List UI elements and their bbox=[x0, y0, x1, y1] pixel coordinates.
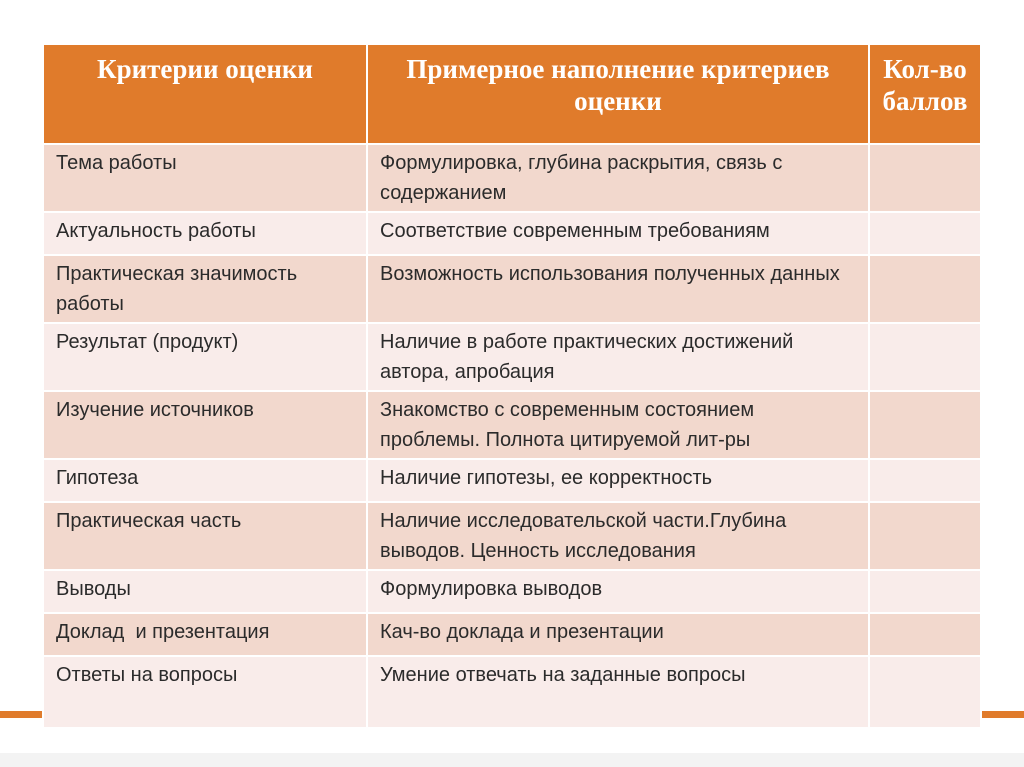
table-row bbox=[43, 391, 981, 459]
score-cell bbox=[869, 144, 981, 212]
accent-band-left bbox=[0, 711, 44, 718]
table-row bbox=[43, 613, 981, 656]
header-row bbox=[43, 44, 981, 144]
score-cell bbox=[869, 459, 981, 502]
criterion-cell: Ответы на вопросы bbox=[43, 656, 367, 728]
criterion-cell: Практическая часть bbox=[43, 502, 367, 570]
bottom-shade bbox=[0, 753, 1024, 767]
criterion-cell: Выводы bbox=[43, 570, 367, 613]
content-cell: Знакомство с современным состоянием проблемы. Полнота цитируемой лит-ры bbox=[367, 391, 869, 459]
criterion-cell: Гипотеза bbox=[43, 459, 367, 502]
score-cell bbox=[869, 656, 981, 728]
content-cell: Формулировка, глубина раскрытия, связь с содержанием bbox=[367, 144, 869, 212]
header-content: Примерное наполнение критериев оценки bbox=[367, 44, 869, 144]
content-cell: Наличие в работе практических достижений автора, апробация bbox=[367, 323, 869, 391]
content-cell: Формулировка выводов bbox=[367, 570, 869, 613]
table-row bbox=[43, 212, 981, 255]
score-cell bbox=[869, 502, 981, 570]
table-row bbox=[43, 323, 981, 391]
criterion-cell: Практическая значимость работы bbox=[43, 255, 367, 323]
score-cell bbox=[869, 212, 981, 255]
header-criteria: Критерии оценки bbox=[43, 44, 367, 144]
score-cell bbox=[869, 255, 981, 323]
table-row bbox=[43, 255, 981, 323]
table-row bbox=[43, 656, 981, 728]
score-cell bbox=[869, 570, 981, 613]
content-cell: Соответствие современным требованиям bbox=[367, 212, 869, 255]
content-cell: Возможность использования полученных данных bbox=[367, 255, 869, 323]
criteria-table bbox=[42, 43, 982, 729]
content-cell: Кач-во доклада и презентации bbox=[367, 613, 869, 656]
table-row bbox=[43, 502, 981, 570]
criterion-cell: Изучение источников bbox=[43, 391, 367, 459]
content-cell: Наличие гипотезы, ее корректность bbox=[367, 459, 869, 502]
content-cell: Умение отвечать на заданные вопросы bbox=[367, 656, 869, 728]
header-score: Кол-во баллов bbox=[869, 44, 981, 144]
score-cell bbox=[869, 613, 981, 656]
accent-band-right bbox=[980, 711, 1024, 718]
score-cell bbox=[869, 391, 981, 459]
criterion-cell: Актуальность работы bbox=[43, 212, 367, 255]
criterion-cell: Результат (продукт) bbox=[43, 323, 367, 391]
table-row bbox=[43, 570, 981, 613]
score-cell bbox=[869, 323, 981, 391]
criterion-cell: Доклад и презентация bbox=[43, 613, 367, 656]
content-cell: Наличие исследовательской части.Глубина выводов. Ценность исследования bbox=[367, 502, 869, 570]
table-row bbox=[43, 459, 981, 502]
criterion-cell: Тема работы bbox=[43, 144, 367, 212]
table-row bbox=[43, 144, 981, 212]
